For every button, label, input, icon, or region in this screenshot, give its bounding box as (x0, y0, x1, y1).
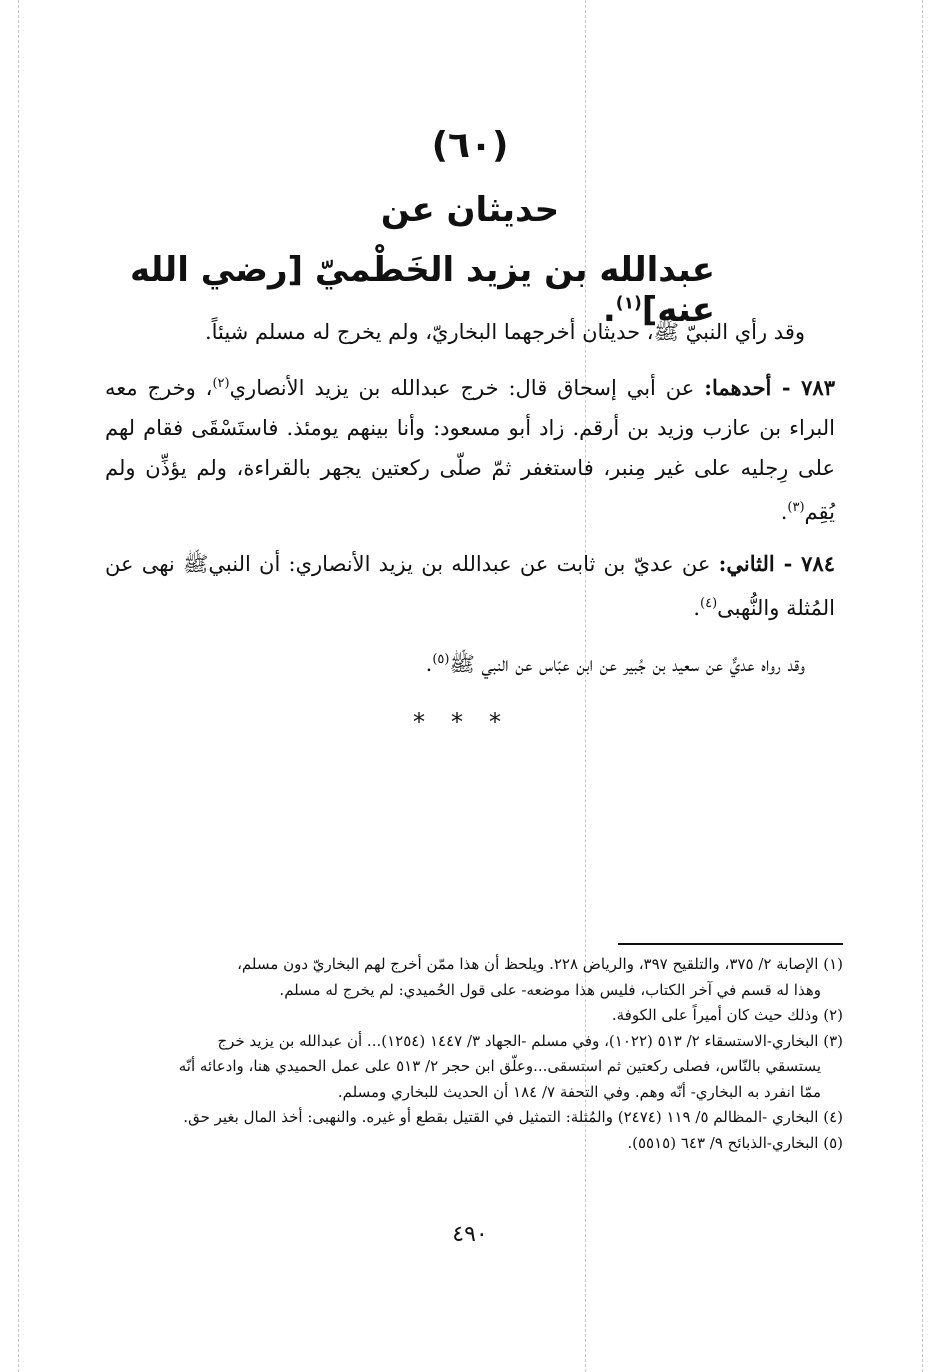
footnote-ref: (٥) (432, 652, 450, 667)
footnote-ref: (٤) (700, 596, 718, 611)
hadith-text: عن أبي إسحاق قال: خرج عبدالله بن يزيد الأنصاري (229, 376, 695, 400)
hadith-text: عن عديّ بن ثابت عن عبدالله بن يزيد الأنصاري: أن النبيﷺ نهى عن المُثلة والنُّهبى (105, 552, 835, 620)
footnotes (93, 952, 843, 1156)
main-text (105, 312, 835, 696)
hadith-783 (105, 364, 835, 532)
footnote-ref: (٢) (212, 376, 230, 391)
page-number: ٤٩٠ (452, 1222, 488, 1247)
punctuation: . (425, 652, 433, 676)
footnote-2: (٢) وذلك حيث كان أميراً على الكوفة. (611, 1006, 843, 1024)
narration-note (105, 640, 835, 684)
footnote-5: (٥) البخاري-الذبائح ٩/ ٦٤٣ (٥٥١٥). (627, 1133, 843, 1152)
footnote-3-line-3: ممّا انفرد به البخاري- أنّه وهم. وفي التحفة ٧/ ١٨٤ أن الحديث للبخاري ومسلم. (337, 1082, 821, 1101)
hadith-label: ٧٨٣ - أحدهما: (704, 375, 835, 400)
hadith-label: ٧٨٤ - الثاني: (718, 551, 835, 576)
punctuation: . (693, 596, 701, 620)
subtitle-text: عبدالله بن يزيد الخَطْميّ [رضي الله عنه] (129, 250, 715, 330)
chapter-title: حديثان عن (380, 190, 560, 230)
footnote-ref: (١) (615, 293, 642, 314)
footnote-separator (618, 943, 843, 945)
section-number: (٦٠) (431, 125, 509, 166)
footnote-4: (٤) البخاري -المظالم ٥/ ١١٩ (٢٤٧٤) والمُثلة: التمثيل في القتيل بقطع أو غيره. والنهبى: أخذ المال بغير حق. (183, 1108, 843, 1126)
section-divider-stars: *** (413, 708, 527, 736)
hadith-784 (105, 544, 835, 628)
punctuation: . (780, 500, 788, 524)
punctuation: . (602, 290, 616, 330)
intro-paragraph: وقد رأي النبيّ ﷺ، حديثان أخرجهما البخاريّ، ولم يخرج له مسلم شيئاً. (204, 320, 805, 344)
note-text: وقد رواه عديٌّ عن سعيد بن جُبير عن ابن عبّاس عن النبي ﷺ (449, 652, 805, 676)
footnote-1-line-1: (١) الإصابة ٢/ ٣٧٥، والتلقيح ٣٩٧، والرياض ٢٢٨. ويلحظ أن هذا ممّن أخرج لهم البخاريّ دون مسلم، (237, 955, 843, 973)
footnote-3-line-2: يستسقي بالنّاس، فصلى ركعتين ثم استسقى...وعلّق ابن حجر ٢/ ٥١٣ على عمل الحميدي هنا، وادعائه أنّه (178, 1057, 821, 1075)
footnote-1-line-2: وهذا له قسم في آخر الكتاب، فليس هذا موضعه- على قول الحُميدي: لم يخرج له مسلم. (279, 980, 821, 999)
footnote-3-line-1: (٣) البخاري-الاستسقاء ٢/ ٥١٣ (١٠٢٢)، وفي مسلم -الجهاد ٣/ ١٤٤٧ (١٢٥٤)... أن عبدالله بن يزيد خرج (217, 1031, 843, 1050)
hadith-text: ، وخرج معه البراء بن عازب وزيد بن أرقم. زاد أبو مسعود: وأنا بينهم يومئذ. فاستَسْقَى فقام لهم على رِجليه على غير مِنبر، فاستغفر ثمّ صلّى ركعتين يجهر بالقراءة، ولم يؤذِّن ولم يُقِم (105, 376, 835, 524)
footnote-ref: (٣) (787, 500, 805, 515)
